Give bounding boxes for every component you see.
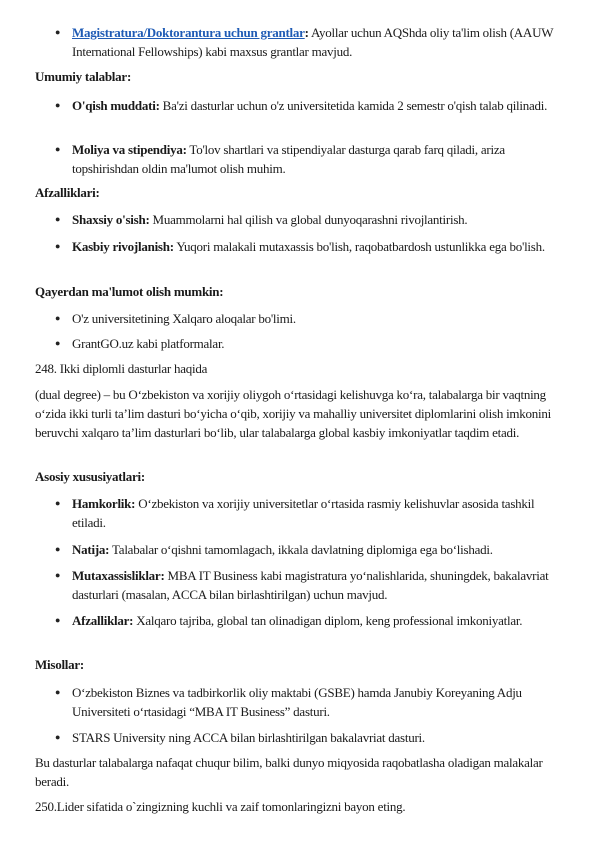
section-title-250: 250.Lider sifatida o`zingizning kuchli va zaif tomonlaringizni bayon eting. — [35, 799, 406, 814]
list-item — [55, 23, 563, 61]
list-item — [55, 540, 563, 559]
list-item — [55, 494, 563, 532]
list-item — [55, 140, 563, 178]
bullet-icon: ● — [55, 241, 61, 251]
item-label: Shaxsiy o'sish: — [72, 212, 150, 227]
item-text: To'lov shartlari va stipendiyalar dasturga qarab farq qiladi, ariza topshirishdan oldin ma'lumot olish muhim. — [72, 142, 505, 176]
paragraph-conclusion: Bu dasturlar talabalarga nafaqat chuqur bilim, balki dunyo miqyosida raqobatlasha oladigan malakalar beradi. — [35, 755, 543, 789]
item-text: O‘zbekiston Biznes va tadbirkorlik oliy maktabi (GSBE) hamda Janubiy Koreyaning Adju Universiteti o‘rtasidagi “MBA IT Business” dasturi. — [72, 685, 522, 719]
item-label: Moliya va stipendiya: — [72, 142, 187, 157]
bullet-icon: ● — [55, 570, 61, 580]
bullet-icon: ● — [55, 313, 61, 323]
bullet-icon: ● — [55, 687, 61, 697]
item-label: O'qish muddati: — [72, 98, 160, 113]
bullet-icon: ● — [55, 544, 61, 554]
item-text: O‘zbekiston va xorijiy universitetlar o‘rtasida rasmiy kelishuvlar asosida tashkil etiladi. — [72, 496, 535, 530]
item-text: STARS University ning ACCA bilan birlashtirilgan bakalavriat dasturi. — [72, 730, 425, 745]
list-item — [55, 334, 563, 353]
bullet-icon: ● — [55, 214, 61, 224]
list-item — [55, 96, 563, 115]
item-label: Hamkorlik: — [72, 496, 136, 511]
grants-link[interactable]: Magistratura/Doktorantura uchun grantlar — [72, 25, 305, 40]
bullet-icon: ● — [55, 100, 61, 110]
bullet-icon: ● — [55, 144, 61, 154]
list-item — [55, 566, 563, 604]
paragraph-dual-degree: (dual degree) – bu O‘zbekiston va xorijiy oliygoh o‘rtasidagi kelishuvga ko‘ra, talabalarga bir vaqtning o‘zida ikki turli ta’lim dasturi bo‘yicha o‘qib, xorijiy va mahalliy universitet diplomlarini olish imkonini beruvchi xalqaro ta’lim dasturlari bo‘lib, ular talabalarga global kasbiy imkoniyatlar taqdim etadi. — [35, 387, 552, 440]
item-text: O'z universitetining Xalqaro aloqalar bo'limi. — [72, 311, 296, 326]
bullet-icon: ● — [55, 615, 61, 625]
heading-qayerdan: Qayerdan ma'lumot olish mumkin: — [35, 284, 224, 299]
heading-misollar: Misollar: — [35, 657, 85, 672]
section-title-248: 248. Ikki diplomli dasturlar haqida — [35, 361, 208, 376]
bullet-icon: ● — [55, 27, 61, 37]
item-label: Kasbiy rivojlanish: — [72, 239, 174, 254]
bullet-icon: ● — [55, 732, 61, 742]
list-item — [55, 611, 563, 630]
list-item — [55, 237, 563, 256]
item-text: Muammolarni hal qilish va global dunyoqarashni rivojlantirish. — [149, 212, 468, 227]
item-text: Talabalar o‘qishni tamomlagach, ikkala davlatning diplomiga ega bo‘lishadi. — [109, 542, 493, 557]
heading-asosiy: Asosiy xususiyatlari: — [35, 469, 145, 484]
bullet-icon: ● — [55, 498, 61, 508]
colon-text: : — [304, 25, 309, 40]
item-label: Afzalliklar: — [72, 613, 134, 628]
item-text: Ayollar uchun AQShda oliy ta'lim olish (AAUW International Fellowships) kabi maxsus grantlar mavjud. — [72, 25, 553, 59]
item-text: Yuqori malakali mutaxassis bo'lish, raqobatbardosh ustunlikka ega bo'lish. — [173, 239, 545, 254]
item-label: Mutaxassisliklar: — [72, 568, 165, 583]
heading-afzalliklari: Afzalliklari: — [35, 185, 100, 200]
item-text: Xalqaro tajriba, global tan olinadigan diplom, keng professional imkoniyatlar. — [133, 613, 523, 628]
list-item — [55, 683, 563, 721]
bullet-icon: ● — [55, 338, 61, 348]
list-item — [55, 210, 563, 229]
list-item — [55, 309, 563, 328]
item-text: MBA IT Business kabi magistratura yo‘nalishlarida, shuningdek, bakalavriat dasturlari (masalan, ACCA bilan birlashtirilgan) uchun mavjud. — [72, 568, 549, 602]
item-label: Natija: — [72, 542, 110, 557]
item-text: GrantGO.uz kabi platformalar. — [72, 336, 225, 351]
list-item — [55, 728, 563, 747]
heading-umumiy: Umumiy talablar: — [35, 69, 132, 84]
item-text: Ba'zi dasturlar uchun o'z universitetida kamida 2 semestr o'qish talab qilinadi. — [159, 98, 548, 113]
